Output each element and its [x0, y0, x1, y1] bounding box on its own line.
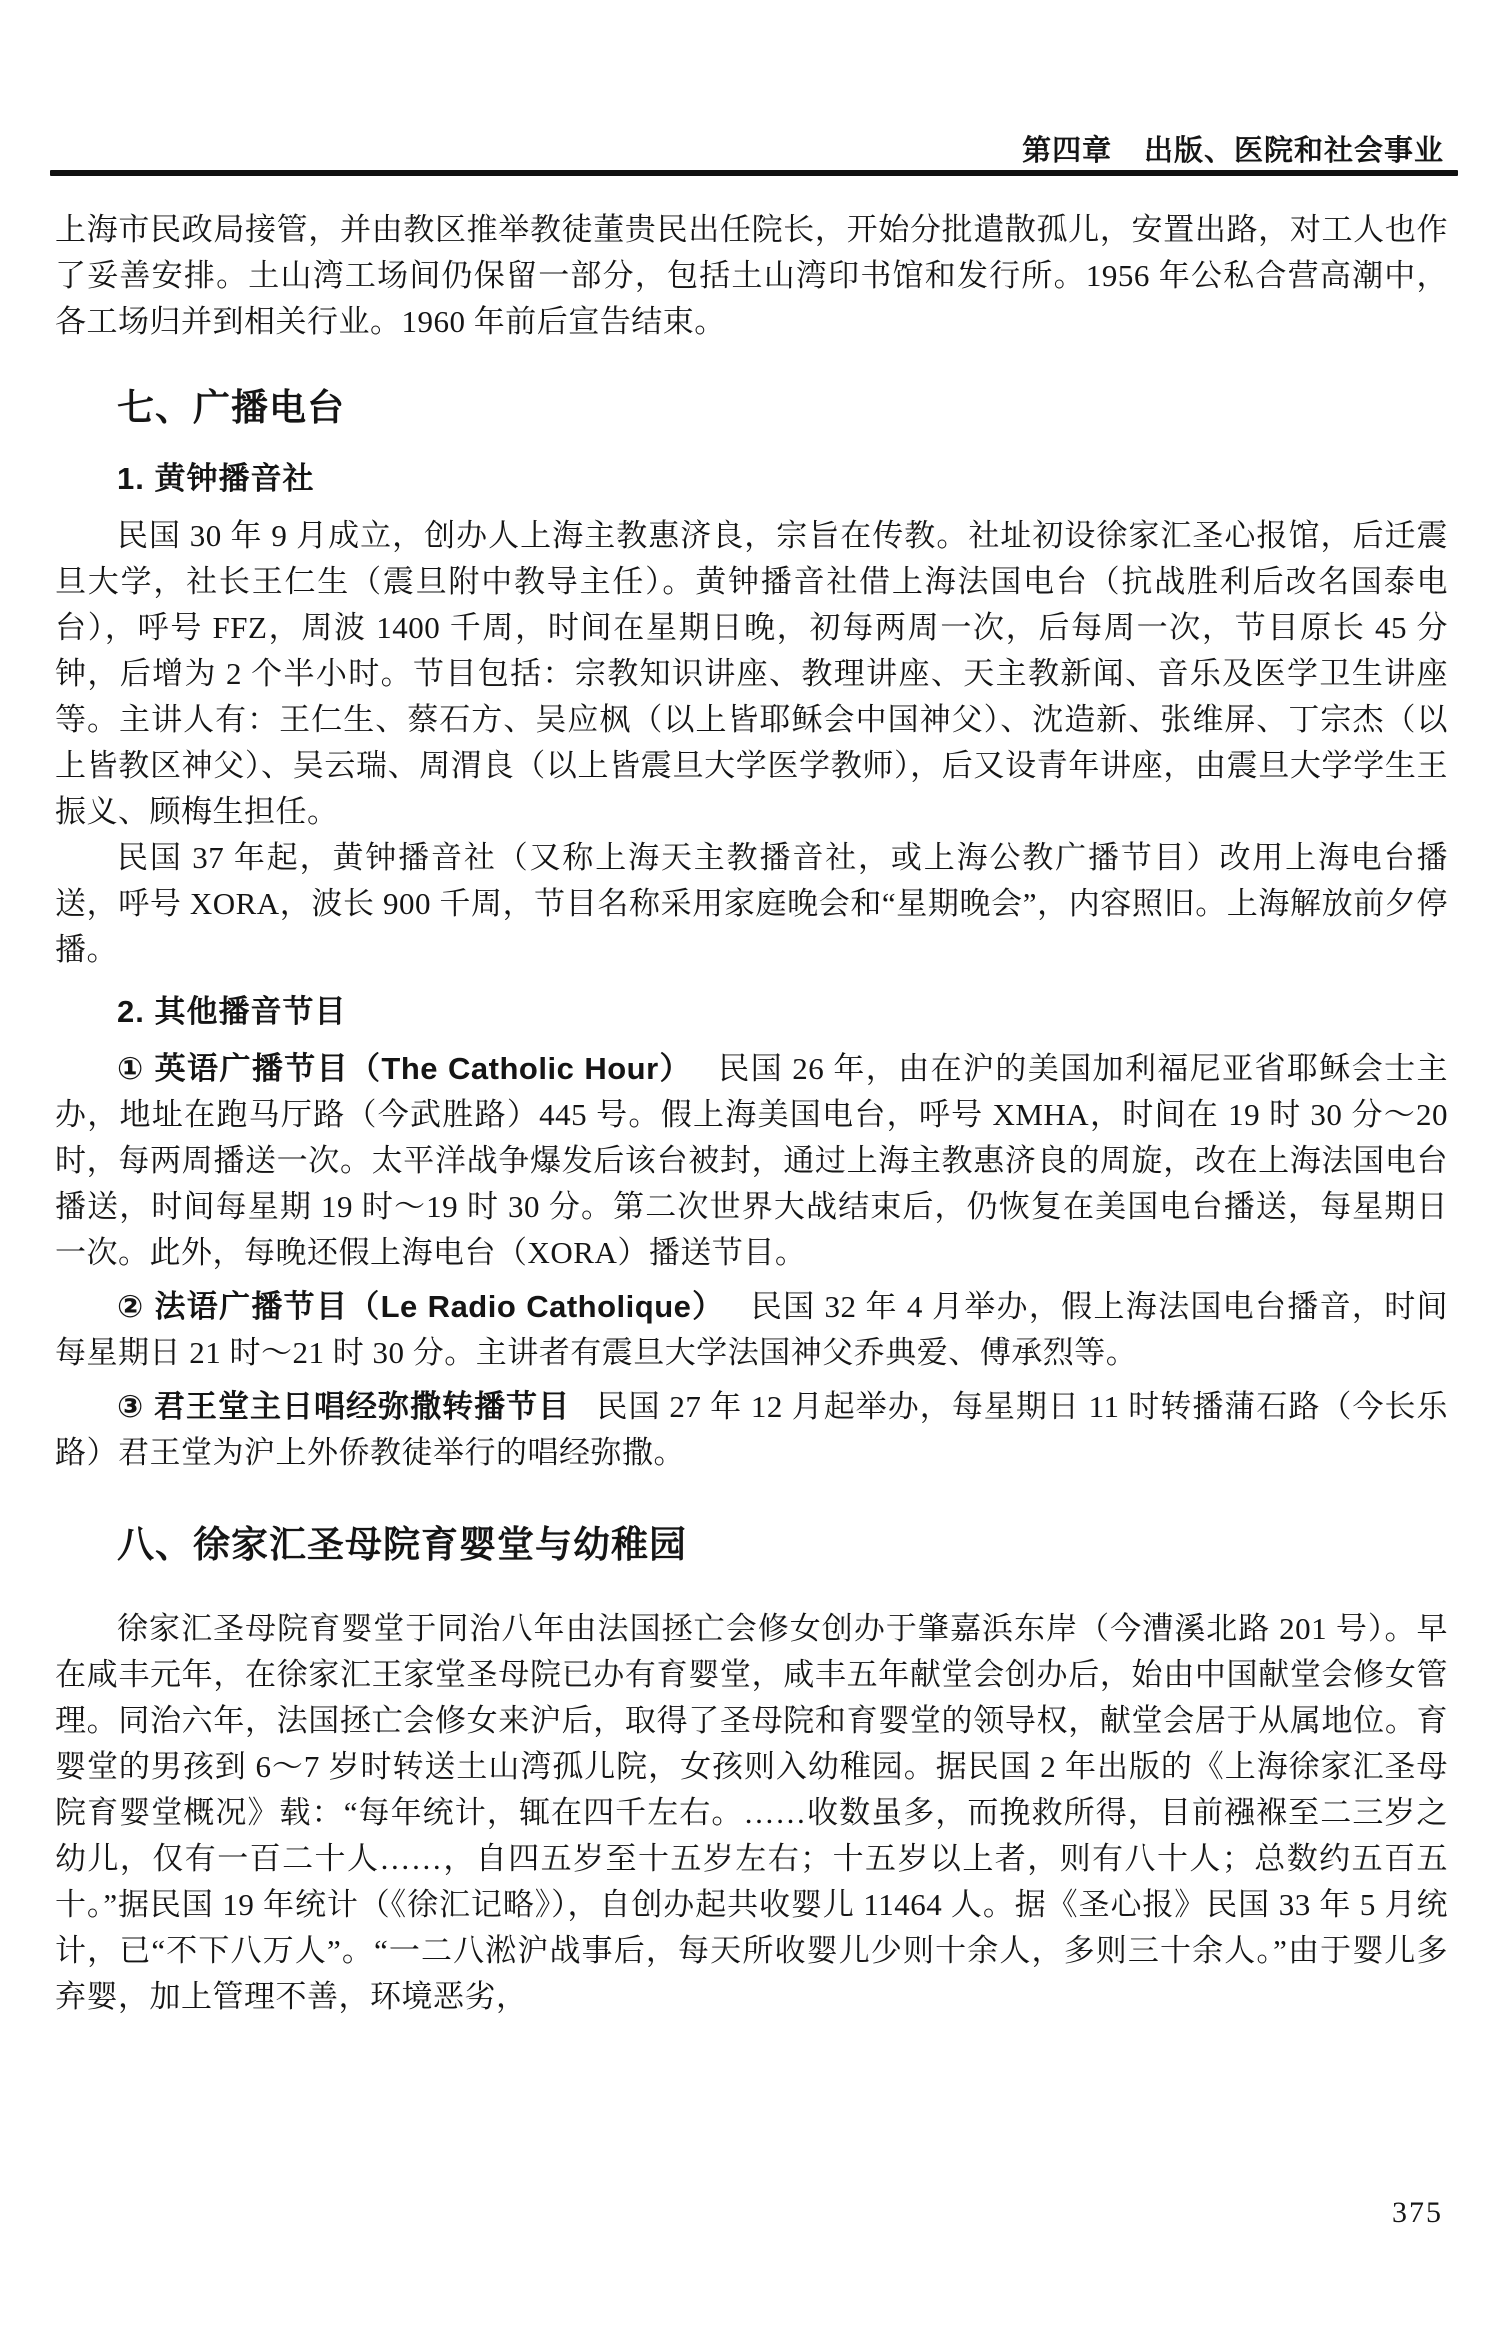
- sub-heading-2: 2. 其他播音节目: [117, 993, 347, 1029]
- item-text-french-program: 民国 32 年 4 月举办，假上海法国电台播音，时间每星期日 21 时～21 时 30 分。主讲者有震旦大学法国神父乔典爱、傅承烈等。: [55, 1288, 1448, 1370]
- item-text-mass-broadcast: 民国 27 年 12 月起举办，每星期日 11 时转播蒲石路（今长乐路）君王堂为沪上外侨教徒举行的唱经弥撒。: [55, 1388, 1448, 1470]
- page-number: 375: [1392, 2196, 1443, 2229]
- item-text-english-program: 民国 26 年，由在沪的美国加利福尼亚省耶稣会士主办，地址在跑马厅路（今武胜路）445 号。假上海美国电台，呼号 XMHA，时间在 19 时 30 分～20 时，每两周播送一次。太平洋战争爆发后该台被封，通过上海主教惠济良的周旋，改在上海法国电台播送，时间每星期 19 时～19 时 30 分。第二次世界大战结束后，仍恢复在美国电台播送，每星期日一次。此外，每晚还假上海电台（XORA）播送节目。: [55, 1050, 1448, 1270]
- item-lead-english-program: ① 英语广播节目（The Catholic Hour）: [117, 1050, 692, 1086]
- item-lead-mass-broadcast: ③ 君王堂主日唱经弥撒转播节目: [117, 1388, 571, 1424]
- section-heading-8: 八、徐家汇圣母院育婴堂与幼稚园: [117, 1523, 687, 1565]
- paragraph-huangzhong-1: 民国 30 年 9 月成立，创办人上海主教惠济良，宗旨在传教。社址初设徐家汇圣心报馆，后迁震旦大学，社长王仁生（震旦附中教导主任）。黄钟播音社借上海法国电台（抗战胜利后改名国泰电台），呼号 FFZ，周波 1400 千周，时间在星期日晚，初每两周一次，后每周一次，节目原长 45 分钟，后增为 2 个半小时。节目包括：宗教知识讲座、教理讲座、天主教新闻、音乐及医学卫生讲座等。主讲人有：王仁生、蔡石方、吴应枫（以上皆耶稣会中国神父）、沈造新、张维屏、丁宗杰（以上皆教区神父）、吴云瑞、周渭良（以上皆震旦大学医学教师），后又设青年讲座，由震旦大学学生王振义、顾梅生担任。: [55, 517, 1448, 829]
- chapter-title: 出版、医院和社会事业: [1143, 135, 1444, 167]
- list-item-english-program: [55, 1046, 1448, 1276]
- list-item-mass-broadcast: [55, 1384, 1448, 1476]
- page-body: [55, 207, 1448, 2020]
- chapter-label: 第四章: [1022, 135, 1113, 167]
- paragraph-huangzhong-2: 民国 37 年起，黄钟播音社（又称上海天主教播音社，或上海公教广播节目）改用上海电台播送，呼号 XORA，波长 900 千周，节目名称采用家庭晚会和“星期晚会”，内容照旧。上海解放前夕停播。: [55, 839, 1448, 967]
- paragraph-intro: 上海市民政局接管，并由教区推举教徒董贵民出任院长，开始分批遣散孤儿，安置出路，对工人也作了妥善安排。土山湾工场间仍保留一部分，包括土山湾印书馆和发行所。1956 年公私合营高潮中，各工场归并到相关行业。1960 年前后宣告结束。: [55, 212, 1448, 339]
- running-header: [1022, 128, 1444, 169]
- item-lead-french-program: ② 法语广播节目（Le Radio Catholique）: [117, 1288, 725, 1324]
- section-heading-7: 七、广播电台: [117, 387, 345, 428]
- paragraph-orphanage: 徐家汇圣母院育婴堂于同治八年由法国拯亡会修女创办于肇嘉浜东岸（今漕溪北路 201 号）。早在咸丰元年，在徐家汇王家堂圣母院已办有育婴堂，咸丰五年献堂会创办后，始由中国献堂会修女管理。同治六年，法国拯亡会修女来沪后，取得了圣母院和育婴堂的领导权，献堂会居于从属地位。育婴堂的男孩到 6～7 岁时转送土山湾孤儿院，女孩则入幼稚园。据民国 2 年出版的《上海徐家汇圣母院育婴堂概况》载：“每年统计，辄在四千左右。……收数虽多，而挽救所得，目前襁褓至二三岁之幼儿，仅有一百二十人……，自四五岁至十五岁左右；十五岁以上者，则有八十人；总数约五百五十。”据民国 19 年统计（《徐汇记略》），自创办起共收婴儿 11464 人。据《圣心报》民国 33 年 5 月统计，已“不下八万人”。“一二八淞沪战事后，每天所收婴儿少则十余人，多则三十余人。”由于婴儿多弃婴，加上管理不善，环境恶劣，: [55, 1611, 1448, 2015]
- sub-heading-1: 1. 黄钟播音社: [117, 460, 315, 496]
- header-rule: [50, 170, 1458, 176]
- list-item-french-program: [55, 1284, 1448, 1376]
